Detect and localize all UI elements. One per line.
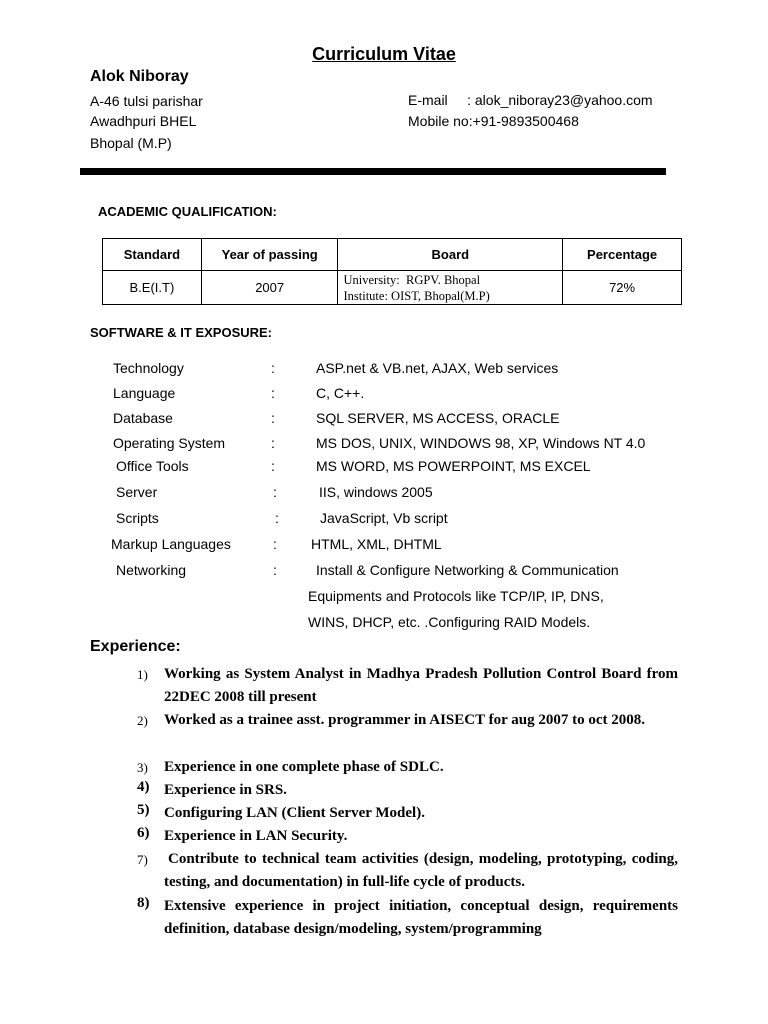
- list-item: Working as System Analyst in Madhya Pradesh Pollution Control Board from 22DEC 2008 till present: [164, 666, 678, 705]
- list-number: 4): [137, 779, 150, 795]
- address-line-2: Awadhpuri BHEL: [90, 113, 197, 129]
- list-number: 8): [137, 895, 150, 911]
- skill-label: Operating System: [113, 435, 226, 451]
- academic-heading: ACADEMIC QUALIFICATION:: [98, 204, 277, 219]
- col-board: Board: [338, 239, 563, 271]
- skill-value: JavaScript, Vb script: [320, 510, 448, 526]
- skill-value: MS DOS, UNIX, WINDOWS 98, XP, Windows NT 4.0: [316, 435, 646, 451]
- academic-table-header: [103, 239, 682, 271]
- skill-colon: :: [273, 536, 277, 552]
- list-number: 5): [137, 802, 150, 818]
- skill-colon: :: [271, 458, 275, 474]
- skill-label: Networking: [116, 562, 187, 578]
- list-number: 3): [137, 760, 148, 775]
- list-number: 7): [137, 852, 148, 867]
- cell-board: [338, 271, 563, 305]
- list-item: Extensive experience in project initiation, conceptual design, requirements definition, database design/modeling, system/programming: [164, 898, 678, 937]
- skill-label: Language: [113, 385, 176, 401]
- cell-percentage: 72%: [563, 271, 682, 305]
- skill-value: Install & Configure Networking & Communication: [316, 562, 619, 578]
- skill-colon: :: [271, 385, 275, 401]
- experience-heading: Experience:: [90, 638, 181, 655]
- skill-colon: :: [273, 562, 277, 578]
- list-item: Experience in one complete phase of SDLC.: [164, 759, 444, 775]
- skill-label: Scripts: [116, 510, 159, 526]
- list-item: Experience in LAN Security.: [164, 828, 348, 844]
- col-standard: Standard: [103, 239, 202, 271]
- skill-value: IIS, windows 2005: [319, 484, 433, 500]
- skill-value-continued: WINS, DHCP, etc. .Configuring RAID Models.: [308, 614, 591, 630]
- list-number: 1): [137, 667, 148, 682]
- list-item: Worked as a trainee asst. programmer in AISECT for aug 2007 to oct 2008.: [164, 712, 645, 728]
- skill-value-continued: Equipments and Protocols like TCP/IP, IP, DNS,: [308, 588, 604, 604]
- list-number: 6): [137, 825, 150, 841]
- cell-standard: B.E(I.T): [103, 271, 202, 305]
- skill-value: MS WORD, MS POWERPOINT, MS EXCEL: [316, 458, 591, 474]
- candidate-name: Alok Niboray: [90, 68, 189, 85]
- academic-table: [102, 238, 682, 305]
- skill-colon: :: [273, 484, 277, 500]
- skill-label: Technology: [113, 360, 184, 376]
- header-divider: [80, 168, 666, 175]
- list-item: Contribute to technical team activities (design, modeling, prototyping, coding, testing, and documentation) in full-life cycle of products.: [164, 851, 678, 890]
- skill-value: ASP.net & VB.net, AJAX, Web services: [316, 360, 559, 376]
- board-university: University: RGPV. Bhopal: [343, 272, 481, 287]
- board-institute: Institute: OIST, Bhopal(M.P): [343, 288, 490, 303]
- skill-label: Markup Languages: [111, 536, 231, 552]
- list-item: Experience in SRS.: [164, 782, 287, 798]
- address-line-3: Bhopal (M.P): [90, 135, 172, 151]
- list-number: 2): [137, 713, 148, 728]
- skill-colon: :: [271, 435, 275, 451]
- skill-value: HTML, XML, DHTML: [311, 536, 442, 552]
- skill-label: Database: [113, 410, 173, 426]
- skill-label: Server: [116, 484, 158, 500]
- mobile-line: Mobile no:+91-9893500468: [408, 113, 579, 129]
- skill-colon: :: [275, 510, 279, 526]
- cell-year: 2007: [201, 271, 338, 305]
- skill-value: SQL SERVER, MS ACCESS, ORACLE: [316, 410, 560, 426]
- document-title: Curriculum Vitae: [312, 44, 456, 64]
- skill-value: C, C++.: [316, 385, 365, 401]
- address-line-1: A-46 tulsi parishar: [90, 93, 203, 109]
- col-percentage: Percentage: [563, 239, 682, 271]
- skill-colon: :: [271, 410, 275, 426]
- table-row: [103, 271, 682, 305]
- software-heading: SOFTWARE & IT EXPOSURE:: [90, 325, 273, 340]
- col-year: Year of passing: [201, 239, 338, 271]
- skill-label: Office Tools: [116, 458, 189, 474]
- skill-colon: :: [271, 360, 275, 376]
- list-item: Configuring LAN (Client Server Model).: [164, 805, 425, 821]
- email-line: E-mail : alok_niboray23@yahoo.com: [408, 92, 653, 108]
